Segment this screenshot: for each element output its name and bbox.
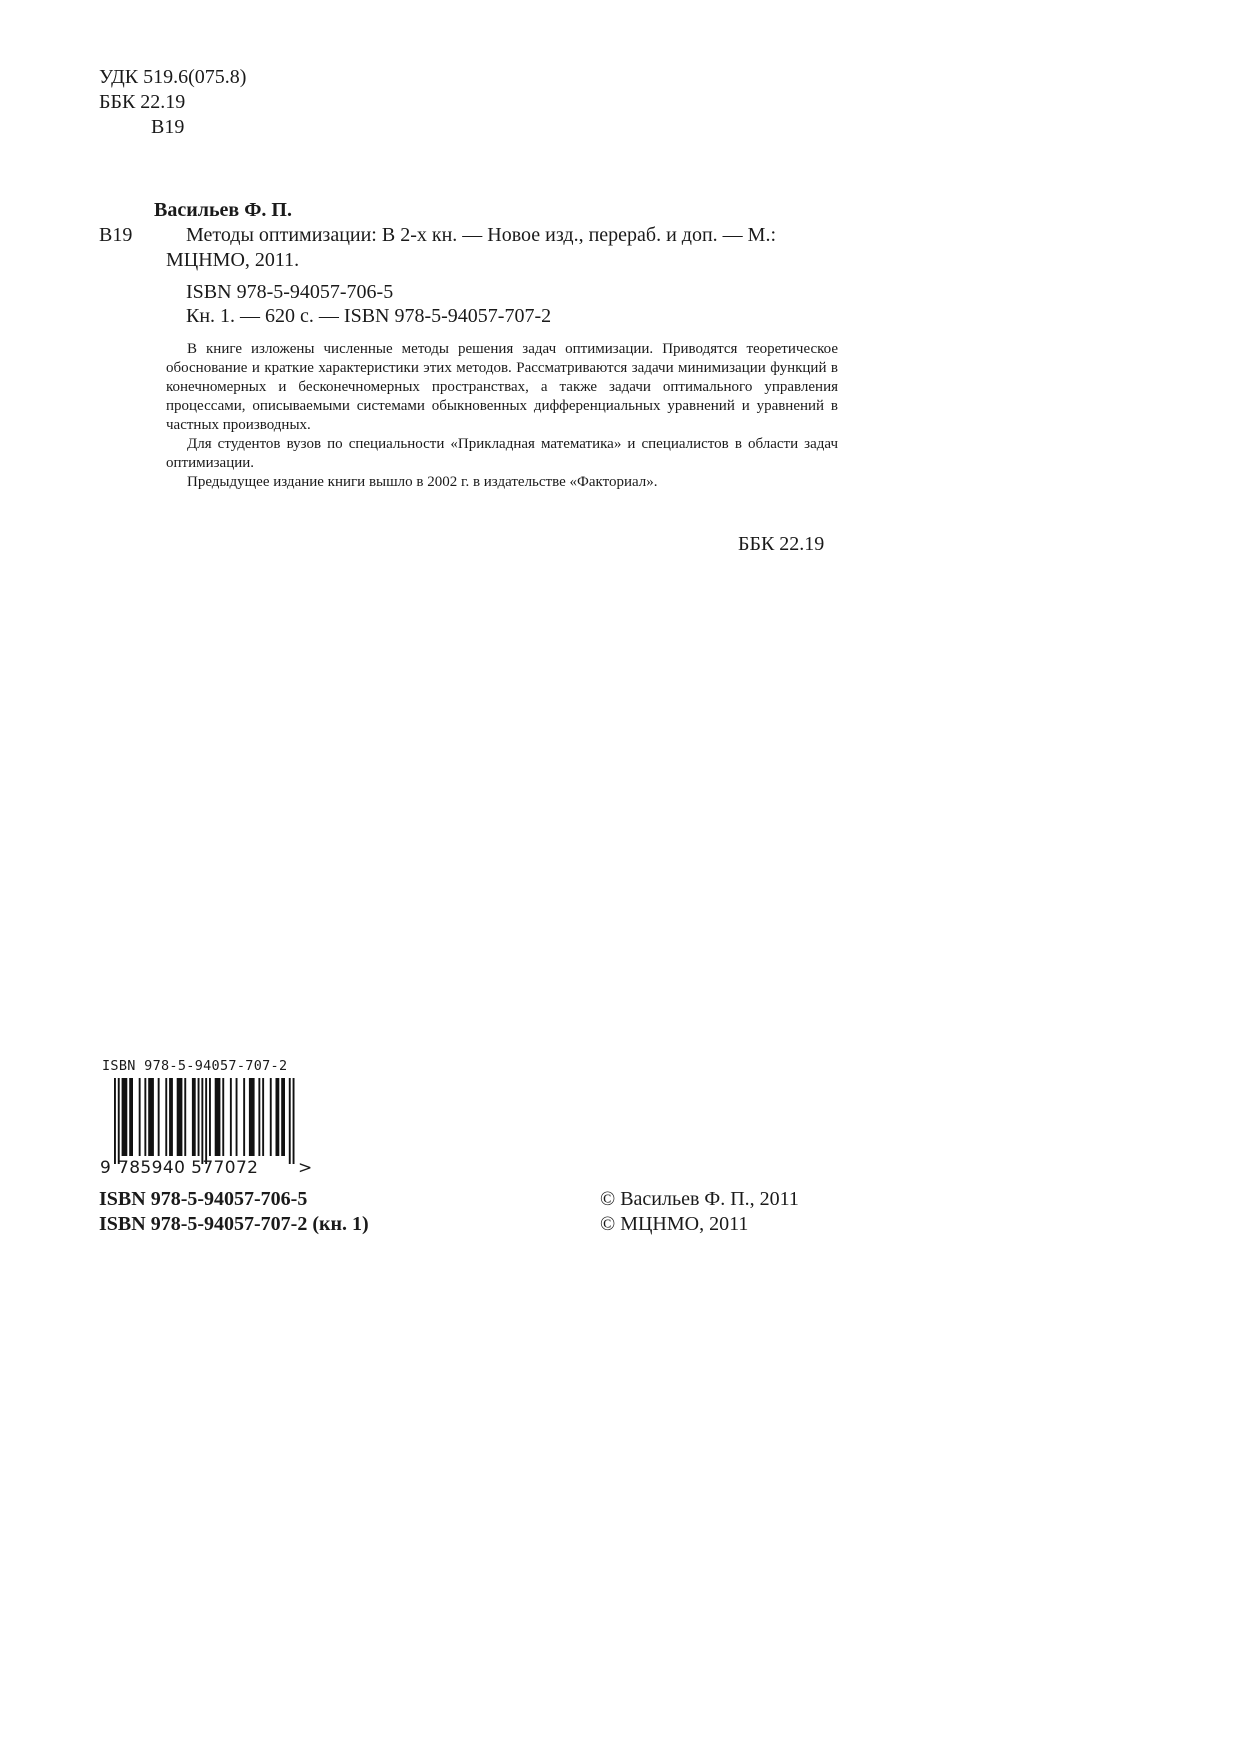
barcode-bar xyxy=(144,1078,146,1156)
barcode-bar xyxy=(258,1078,260,1156)
barcode-bars xyxy=(100,1078,300,1168)
footer-isbn-set: ISBN 978-5-94057-706-5 xyxy=(99,1188,308,1210)
barcode-bar xyxy=(215,1078,221,1156)
barcode-bar xyxy=(129,1078,133,1156)
bbk-code: ББК 22.19 xyxy=(99,91,186,113)
barcode-bar xyxy=(122,1078,128,1156)
udk-code: УДК 519.6(075.8) xyxy=(99,66,247,88)
barcode-bar xyxy=(281,1078,285,1156)
barcode-bar xyxy=(249,1078,255,1156)
barcode-bar xyxy=(236,1078,238,1156)
barcode-bar xyxy=(276,1078,280,1156)
barcode-bar xyxy=(184,1078,186,1156)
barcode-guard-bar xyxy=(289,1078,291,1164)
footer-isbn-volume: ISBN 978-5-94057-707-2 (кн. 1) xyxy=(99,1213,369,1235)
barcode-bar xyxy=(209,1078,211,1156)
isbn-barcode xyxy=(100,1058,324,1178)
barcode-bar xyxy=(270,1078,272,1156)
barcode-guard-bar xyxy=(205,1078,207,1164)
isbn-set-line: ISBN 978-5-94057-706-5 xyxy=(186,281,394,303)
barcode-bar xyxy=(158,1078,160,1156)
title-line-2: МЦНМО, 2011. xyxy=(166,249,300,271)
barcode-bar xyxy=(222,1078,224,1156)
annotation-paragraph: Предыдущее издание книги вышло в 2002 г. в издательстве «Факториал». xyxy=(187,474,658,490)
annotation-paragraph: В книге изложены численные методы решения задач оптимизации. Приводятся теоретическое обоснование и краткие характеристики этих методов. Рассматриваются задачи минимизации функций в конечномерных и бесконечномерных пространствах, а также задачи оптимального управления процессами, описываемыми системами обыкновенных дифференциальных уравнений и уравнений в частных производных. xyxy=(166,341,838,433)
author-mark: В19 xyxy=(151,116,185,138)
barcode-bar xyxy=(198,1078,200,1156)
barcode-bar xyxy=(169,1078,173,1156)
barcode-bar xyxy=(177,1078,183,1156)
title-line-1: Методы оптимизации: В 2-х кн. — Новое изд., перераб. и доп. — М.: xyxy=(186,224,776,246)
barcode-guard-bar xyxy=(201,1078,203,1164)
barcode-bar xyxy=(165,1078,167,1156)
copyright-publisher: © МЦНМО, 2011 xyxy=(600,1213,749,1235)
annotation xyxy=(166,340,838,492)
barcode-bar xyxy=(192,1078,196,1156)
author-name: Васильев Ф. П. xyxy=(154,199,292,221)
barcode-end-mark: > xyxy=(298,1158,313,1178)
annotation-paragraph: Для студентов вузов по специальности «Прикладная математика» и специалистов в области задач оптимизации. xyxy=(166,436,838,471)
barcode-guard-bar xyxy=(118,1078,120,1164)
barcode-bar xyxy=(230,1078,232,1156)
copyright-author: © Васильев Ф. П., 2011 xyxy=(600,1188,799,1210)
volume-line: Кн. 1. — 620 с. — ISBN 978-5-94057-707-2 xyxy=(186,305,552,327)
barcode-guard-bar xyxy=(114,1078,116,1164)
barcode-bar xyxy=(243,1078,245,1156)
barcode-bar xyxy=(262,1078,264,1156)
barcode-guard-bar xyxy=(293,1078,295,1164)
bbk-right: ББК 22.19 xyxy=(738,533,825,555)
author-mark-catalog: В19 xyxy=(99,224,133,246)
barcode-bar xyxy=(139,1078,141,1156)
barcode-bar xyxy=(148,1078,154,1156)
barcode-isbn-text: ISBN 978-5-94057-707-2 xyxy=(102,1058,288,1074)
barcode-first-digit: 9 xyxy=(100,1158,111,1178)
barcode-digits: 785940 577072 xyxy=(118,1158,259,1178)
